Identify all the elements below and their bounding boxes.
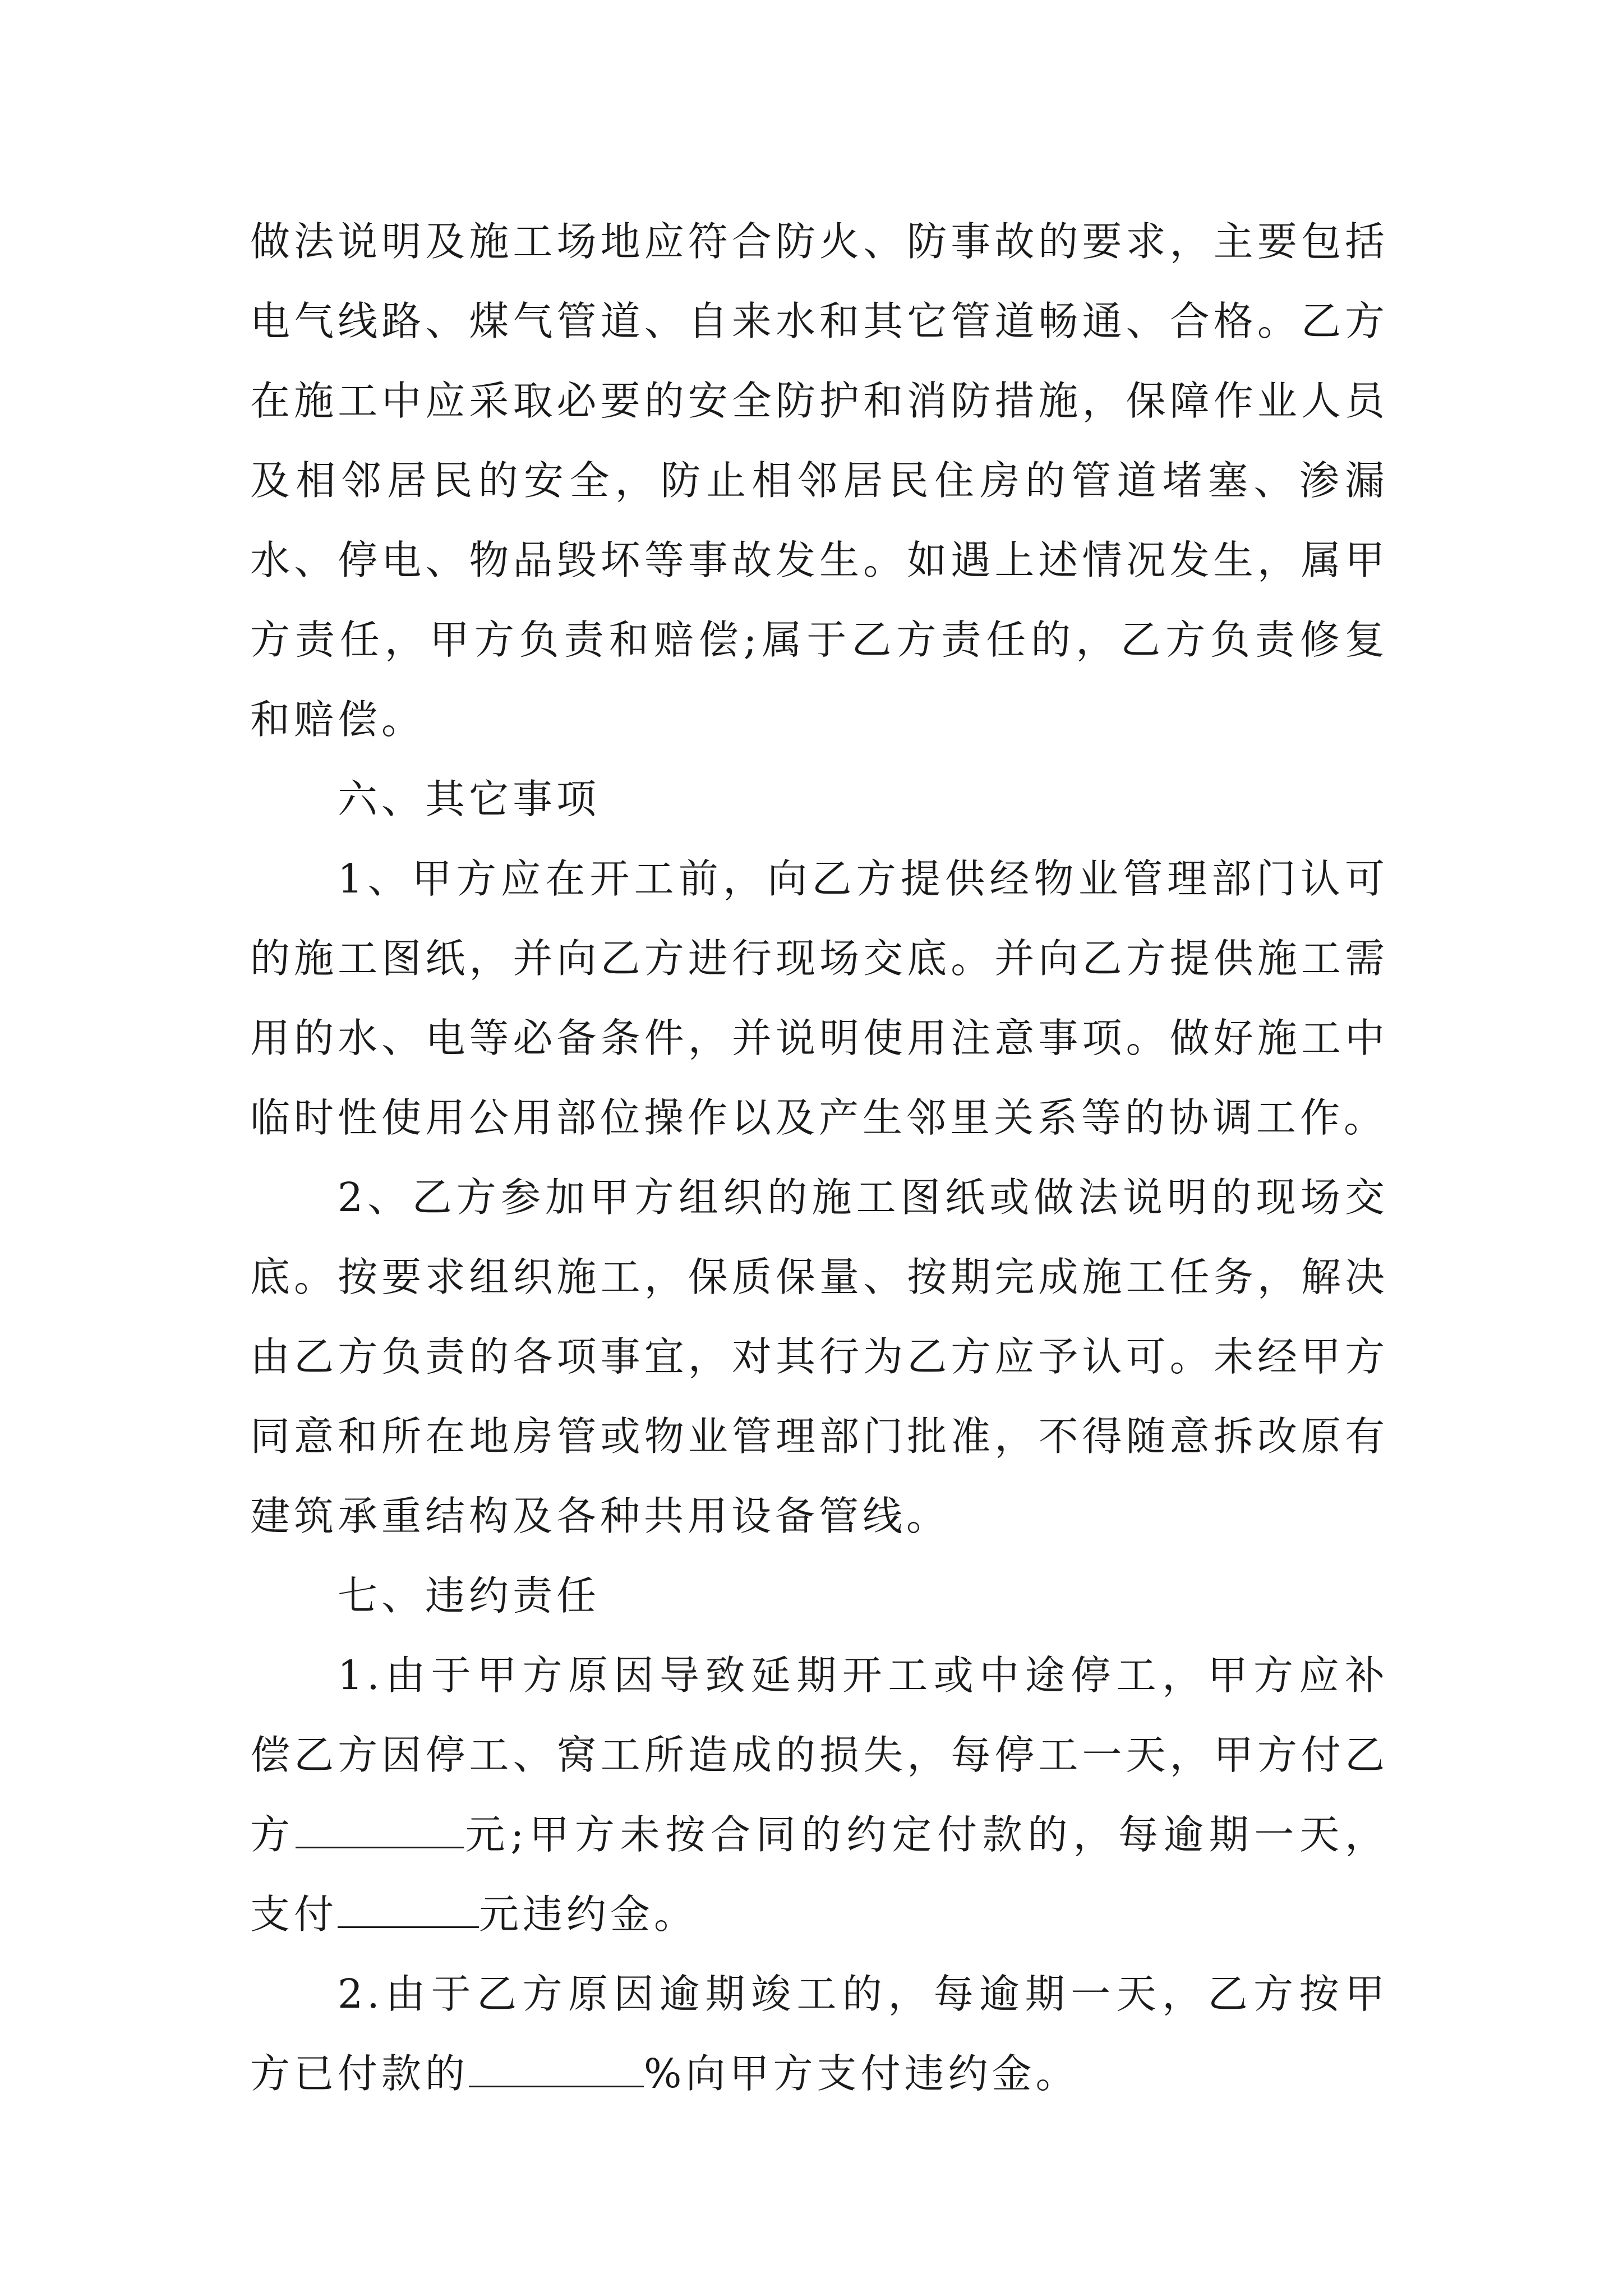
clause-7-1-text-b: 元;甲方未按合同的约定付款的，每逾期一天，支付: [250, 1811, 1389, 1938]
clause-7-1: [250, 1636, 1389, 1954]
clause-7-1-text-c: 元违约金。: [479, 1891, 698, 1938]
clause-6-1: 1、甲方应在开工前，向乙方提供经物业管理部门认可的施工图纸，并向乙方进行现场交底。并向乙方提供施工需用的水、电等必备条件，并说明使用注意事项。做好施工中临时性使用公用部位操作以及产生邻里关系等的协调工作。: [250, 855, 1389, 1141]
section-heading-breach-liability: 七、违约责任: [338, 1572, 601, 1619]
clause-7-1-text-a: 1.由于甲方原因导致延期开工或中途停工，甲方应补偿乙方因停工、窝工所造成的损失，每停工一天，甲方付乙方: [250, 1652, 1389, 1858]
clause-6-2: 2、乙方参加甲方组织的施工图纸或做法说明的现场交底。按要求组织施工，保质保量、按期完成施工任务，解决由乙方负责的各项事宜，对其行为乙方应予认可。未经甲方同意和所在地房管或物业管理部门批准，不得随意拆改原有建筑承重结构及各种共用设备管线。: [250, 1174, 1389, 1539]
paragraph-safety-requirements: 做法说明及施工场地应符合防火、防事故的要求，主要包括电气线路、煤气管道、自来水和其它管道畅通、合格。乙方在施工中应采取必要的安全防护和消防措施，保障作业人员及相邻居民的安全，防止相邻居民住房的管道堵塞、渗漏水、停电、物品毁坏等事故发生。如遇上述情况发生，属甲方责任，甲方负责和赔偿;属于乙方责任的，乙方负责修复和赔偿。: [250, 218, 1389, 743]
clause-7-2-text-a: 2.由于乙方原因逾期竣工的，每逾期一天，乙方按甲方已付款的: [250, 1971, 1389, 2097]
document-page: [250, 202, 1389, 2114]
clause-7-2: [250, 1954, 1389, 2114]
fill-blank-compensation-per-day[interactable]: [296, 1813, 464, 1848]
fill-blank-penalty-percentage[interactable]: [469, 2052, 644, 2087]
clause-7-2-text-b: %向甲方支付违约金。: [644, 2050, 1080, 2097]
section-heading-other-matters: 六、其它事项: [338, 776, 601, 822]
fill-blank-late-payment-penalty[interactable]: [338, 1893, 479, 1928]
